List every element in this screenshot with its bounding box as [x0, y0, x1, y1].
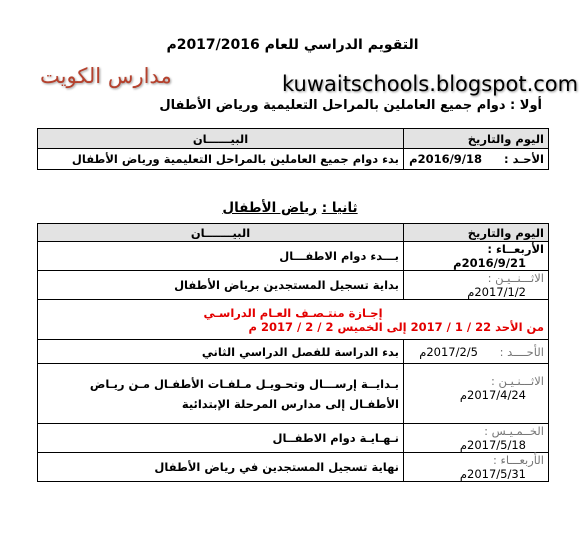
date-value: 2017/4/24م	[459, 388, 526, 402]
holiday-dates: من الأحد 22 / 1 / 2017 إلى الخميس 2 / 2 / 2017 م	[248, 319, 544, 334]
day-label: الخــمـيـس :	[484, 424, 544, 438]
desc-cell: نهاية تسجيل المستجدين في رياض الأطفال	[38, 453, 404, 482]
date-value: 2016/9/18م	[409, 152, 482, 166]
desc-cell: بداية تسجيل المستجدين برياض الأطفال	[38, 271, 404, 300]
table-row	[38, 340, 549, 364]
date-cell	[404, 242, 549, 271]
section1-table	[37, 128, 549, 170]
desc-cell: بـدايــة إرســـال وتحـويـل مـلفـات الأطفـال مـن ريـاض الأطفـال إلى مدارس المرحلة الإبتدائية	[38, 364, 404, 424]
holiday-cell	[38, 300, 549, 340]
date-value: 2017/1/2م	[467, 285, 526, 299]
desc-cell: نـهـايـة دوام الاطفــال	[38, 424, 404, 453]
col-date-header: اليوم والتاريخ	[404, 129, 549, 149]
table-row	[38, 453, 549, 482]
page-title: التقويم الدراسي للعام 2017/2016م	[166, 37, 419, 53]
date-cell	[404, 453, 549, 482]
desc-cell: بدء دوام جميع العاملين بالمراحل التعليمية ورياض الأطفال	[38, 149, 404, 170]
table-row	[38, 149, 549, 170]
date-value: 2017/5/31م	[459, 467, 526, 481]
day-label: الأحـد :	[504, 152, 544, 166]
holiday-title: إجـازة منتـصـف العـام الدراسـي	[203, 305, 383, 320]
holiday-row	[38, 300, 549, 340]
desc-cell: بـــدء دوام الاطفـــال	[38, 242, 404, 271]
date-cell	[404, 340, 549, 364]
col-desc-header: البيـــــــان	[38, 224, 404, 242]
section1-heading: أولا : دوام جميع العاملين بالمراحل التعليمية ورياض الأطفال	[159, 98, 542, 113]
day-label: الأحــــد :	[499, 344, 544, 359]
table-row	[38, 424, 549, 453]
col-desc-header: البيــــــان	[38, 129, 404, 149]
table-row	[38, 364, 549, 424]
table-row	[38, 271, 549, 300]
date-value: 2017/2/5م	[419, 344, 478, 359]
date-value: 2016/9/21م	[453, 256, 526, 270]
date-value: 2017/5/18م	[459, 438, 526, 452]
table-row	[38, 242, 549, 271]
day-label: الأربعــاء :	[487, 242, 544, 256]
date-cell	[404, 424, 549, 453]
section2-prefix: ثانيا :	[321, 200, 358, 216]
date-cell	[404, 364, 549, 424]
section2-title: رياض الأطفال	[222, 200, 318, 216]
col-date-header: اليوم والتاريخ	[404, 224, 549, 242]
section2-table	[37, 223, 549, 482]
desc-cell: بدء الدراسة للفصل الدراسي الثاني	[38, 340, 404, 364]
section2-heading	[205, 200, 375, 216]
date-cell	[404, 271, 549, 300]
watermark-logo-text: مدارس الكويت	[40, 64, 172, 88]
day-label: الاثـــنــيـن :	[487, 271, 544, 285]
day-label: الأربعـــاء :	[492, 453, 544, 467]
blog-url: kuwaitschools.blogspot.com	[282, 72, 579, 96]
day-label: الاثـــنـيـن :	[490, 374, 544, 388]
date-cell	[404, 149, 549, 170]
